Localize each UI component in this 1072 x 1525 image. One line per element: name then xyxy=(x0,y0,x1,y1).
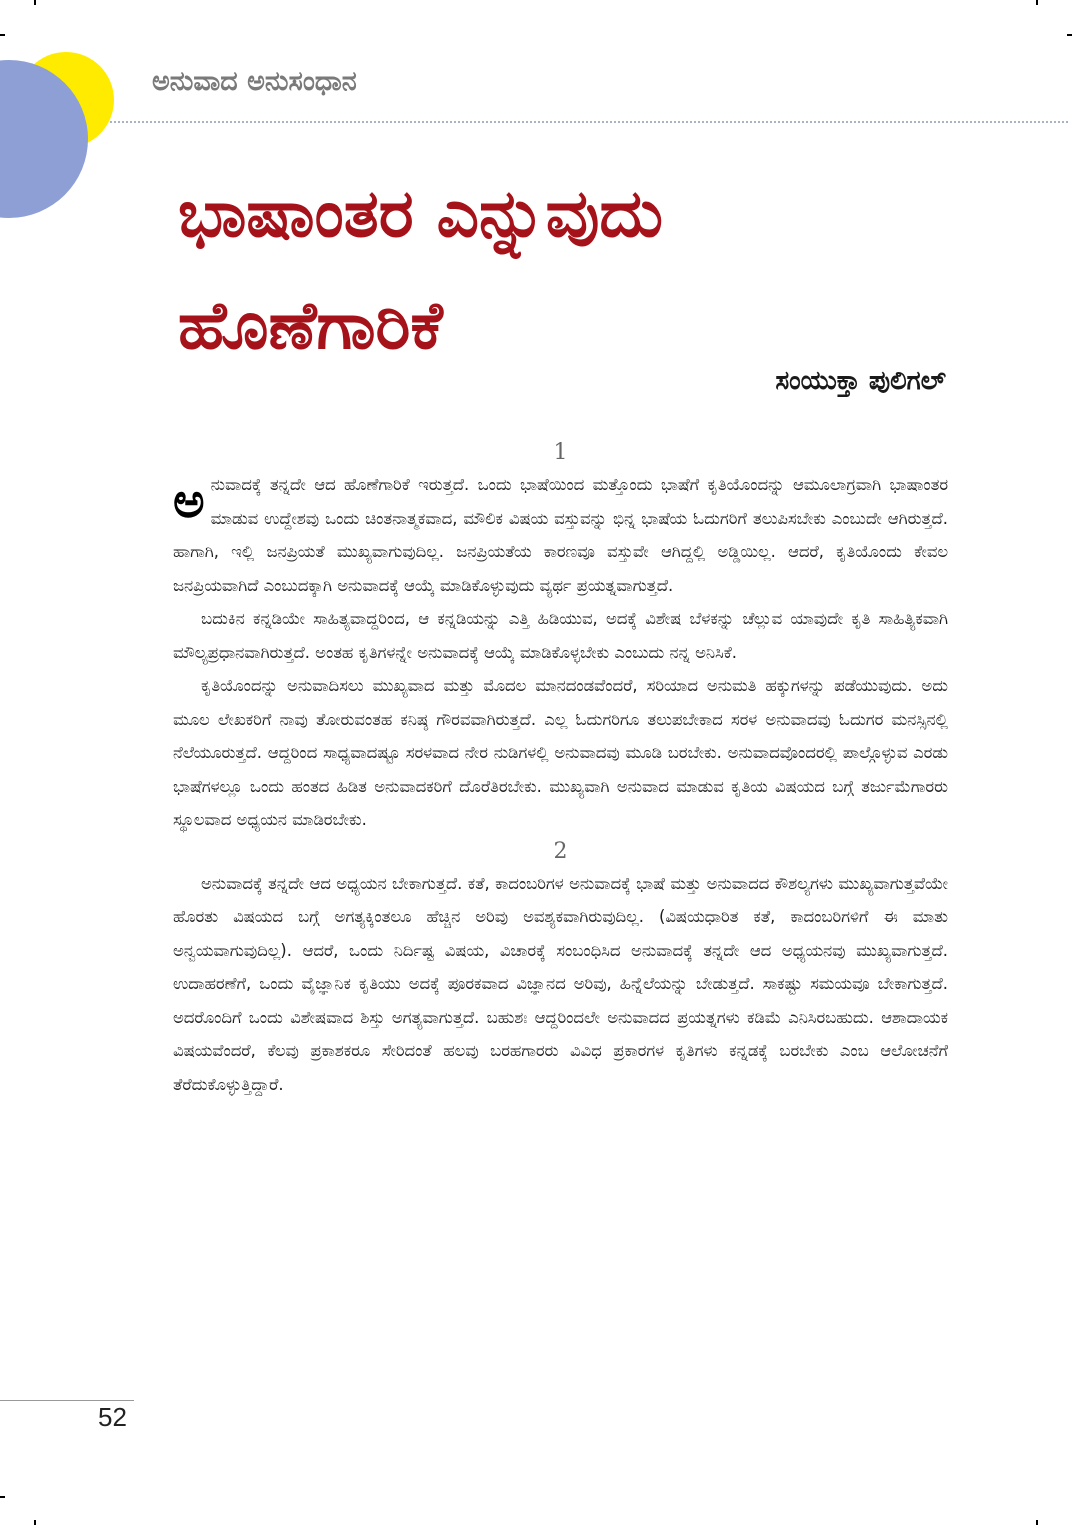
drop-cap: ಅ xyxy=(173,473,205,529)
author-byline: ಸಂಯುಕ್ತಾ ಪುಲಿಗಲ್ xyxy=(775,366,946,396)
footer-rule xyxy=(0,1400,134,1401)
crop-mark xyxy=(1036,1520,1038,1525)
section-number-2: 2 xyxy=(553,838,568,864)
paragraph: ಅನುವಾದಕ್ಕೆ ತನ್ನದೇ ಆದ ಅಧ್ಯಯನ ಬೇಕಾಗುತ್ತದೆ. ಕತೆ, ಕಾದಂಬರಿಗಳ ಅನುವಾದಕ್ಕೆ ಭಾಷೆ ಮತ್ತು ಅನುವಾದದ ಕೌಶಲ್ಯಗಳು ಮುಖ್ಯವಾಗುತ್ತವೆಯೇ ಹೊರತು ವಿಷಯದ ಬಗ್ಗೆ ಅಗತ್ಯಕ್ಕಿಂತಲೂ ಹೆಚ್ಚಿನ ಅರಿವು ಅವಶ್ಯಕವಾಗಿರುವುದಿಲ್ಲ. (ವಿಷಯಧಾರಿತ ಕತೆ, ಕಾದಂಬರಿಗಳಿಗೆ ಈ ಮಾತು ಅನ್ವಯವಾಗುವುದಿಲ್ಲ). ಆದರೆ, ಒಂದು ನಿರ್ದಿಷ್ಟ ವಿಷಯ, ವಿಚಾರಕ್ಕೆ ಸಂಬಂಧಿಸಿದ ಅನುವಾದಕ್ಕೆ ತನ್ನದೇ ಆದ ಅಧ್ಯಯನವು ಮುಖ್ಯವಾಗುತ್ತದೆ. ಉದಾಹರಣೆಗೆ, ಒಂದು ವೈಜ್ಞಾನಿಕ ಕೃತಿಯು ಅದಕ್ಕೆ ಪೂರಕವಾದ ವಿಜ್ಞಾನದ ಅರಿವು, ಹಿನ್ನೆಲೆಯನ್ನು ಬೇಡುತ್ತದೆ. ಸಾಕಷ್ಟು ಸಮಯವೂ ಬೇಕಾಗುತ್ತದೆ. ಅದರೊಂದಿಗೆ ಒಂದು ವಿಶೇಷವಾದ ಶಿಸ್ತು ಅಗತ್ಯವಾಗುತ್ತದೆ. ಬಹುಶಃ ಆದ್ದರಿಂದಲೇ ಅನುವಾದದ ಪ್ರಯತ್ನಗಳು ಕಡಿಮೆ ಎನಿಸಿರಬಹುದು. ಆಶಾದಾಯಕ ವಿಷಯವೆಂದರೆ, ಕೆಲವು ಪ್ರಕಾಶಕರೂ ಸೇರಿದಂತೆ ಹಲವು ಬರಹಗಾರರು ವಿವಿಧ ಪ್ರಕಾರಗಳ ಕೃತಿಗಳು ಕನ್ನಡಕ್ಕೆ ಬರಬೇಕು ಎಂಬ ಆಲೋಚನೆಗೆ ತೆರೆದುಕೊಳ್ಳುತ್ತಿದ್ದಾರೆ. xyxy=(173,873,948,1094)
crop-mark xyxy=(34,0,36,5)
paragraph: ಕೃತಿಯೊಂದನ್ನು ಅನುವಾದಿಸಲು ಮುಖ್ಯವಾದ ಮತ್ತು ಮೊದಲ ಮಾನದಂಡವೆಂದರೆ, ಸರಿಯಾದ ಅನುಮತಿ ಹಕ್ಕುಗಳನ್ನು ಪಡೆಯುವುದು. ಅದು ಮೂಲ ಲೇಖಕರಿಗೆ ನಾವು ತೋರುವಂತಹ ಕನಿಷ್ಠ ಗೌರವವಾಗಿರುತ್ತದೆ. ಎಲ್ಲ ಓದುಗರಿಗೂ ತಲುಪಬೇಕಾದ ಸರಳ ಅನುವಾದವು ಓದುಗರ ಮನಸ್ಸಿನಲ್ಲಿ ನೆಲೆಯೂರುತ್ತದೆ. ಆದ್ದರಿಂದ ಸಾಧ್ಯವಾದಷ್ಟೂ ಸರಳವಾದ ನೇರ ನುಡಿಗಳಲ್ಲಿ ಅನುವಾದವು ಮೂಡಿ ಬರಬೇಕು. ಅನುವಾದವೊಂದರಲ್ಲಿ ಪಾಲ್ಗೊಳ್ಳುವ ಎರಡು ಭಾಷೆಗಳಲ್ಲೂ ಒಂದು ಹಂತದ ಹಿಡಿತ ಅನುವಾದಕರಿಗೆ ದೊರೆತಿರಬೇಕು. ಮುಖ್ಯವಾಗಿ ಅನುವಾದ ಮಾಡುವ ಕೃತಿಯ ವಿಷಯದ ಬಗ್ಗೆ ತರ್ಜುಮೆಗಾರರು ಸ್ಥೂಲವಾದ ಅಧ್ಯಯನ ಮಾಡಿರಬೇಕು. xyxy=(173,676,948,829)
page-number: 52 xyxy=(98,1402,127,1432)
crop-mark xyxy=(0,34,5,36)
article-title-line-2: ಹೊಣೆಗಾರಿಕೆ xyxy=(178,287,443,364)
article-title xyxy=(178,158,978,382)
crop-mark xyxy=(0,1496,5,1498)
header-divider xyxy=(110,121,1068,123)
crop-mark xyxy=(1036,0,1038,5)
crop-mark xyxy=(1067,34,1072,36)
section-number-1: 1 xyxy=(553,440,568,465)
article-title-line-1: ಭಾಷಾಂತರ ಎನ್ನುವುದು xyxy=(178,175,664,252)
section-label: ಅನುವಾದ ಅನುಸಂಧಾನ xyxy=(152,66,357,97)
paragraph-text: ನುವಾದಕ್ಕೆ ತನ್ನದೇ ಆದ ಹೊಣೆಗಾರಿಕೆ ಇರುತ್ತದೆ. ಒಂದು ಭಾಷೆಯಿಂದ ಮತ್ತೊಂದು ಭಾಷೆಗೆ ಕೃತಿಯೊಂದನ್ನು ಆಮೂಲಾಗ್ರವಾಗಿ ಭಾಷಾಂತರ ಮಾಡುವ ಉದ್ದೇಶವು ಒಂದು ಚಿಂತನಾತ್ಮಕವಾದ, ಮೌಲಿಕ ವಿಷಯ ವಸ್ತುವನ್ನು ಭಿನ್ನ ಭಾಷೆಯ ಓದುಗರಿಗೆ ತಲುಪಿಸಬೇಕು ಎಂಬುದೇ ಆಗಿರುತ್ತದೆ. ಹಾಗಾಗಿ, ಇಲ್ಲಿ ಜನಪ್ರಿಯತೆ ಮುಖ್ಯವಾಗುವುದಿಲ್ಲ. ಜನಪ್ರಿಯತೆಯ ಕಾರಣವೂ ವಸ್ತುವೇ ಆಗಿದ್ದಲ್ಲಿ ಅಡ್ಡಿಯಿಲ್ಲ. ಆದರೆ, ಕೃತಿಯೊಂದು ಕೇವಲ ಜನಪ್ರಿಯವಾಗಿದೆ ಎಂಬುದಕ್ಕಾಗಿ ಅನುವಾದಕ್ಕೆ ಆಯ್ಕೆ ಮಾಡಿಕೊಳ್ಳುವುದು ವ್ಯರ್ಥ ಪ್ರಯತ್ನವಾಗುತ್ತದೆ. xyxy=(173,475,949,595)
crop-mark xyxy=(34,1520,36,1525)
paragraph xyxy=(173,468,948,602)
article-body xyxy=(173,438,948,1101)
paragraph: ಬದುಕಿನ ಕನ್ನಡಿಯೇ ಸಾಹಿತ್ಯವಾದ್ದರಿಂದ, ಆ ಕನ್ನಡಿಯನ್ನು ಎತ್ತಿ ಹಿಡಿಯುವ, ಅದಕ್ಕೆ ವಿಶೇಷ ಬೆಳಕನ್ನು ಚೆಲ್ಲುವ ಯಾವುದೇ ಕೃತಿ ಸಾಹಿತ್ಯಿಕವಾಗಿ ಮೌಲ್ಯಪ್ರಧಾನವಾಗಿರುತ್ತದೆ. ಅಂತಹ ಕೃತಿಗಳನ್ನೇ ಅನುವಾದಕ್ಕೆ ಆಯ್ಕೆ ಮಾಡಿಕೊಳ್ಳಬೇಕು ಎಂಬುದು ನನ್ನ ಅನಿಸಿಕೆ. xyxy=(173,609,948,662)
